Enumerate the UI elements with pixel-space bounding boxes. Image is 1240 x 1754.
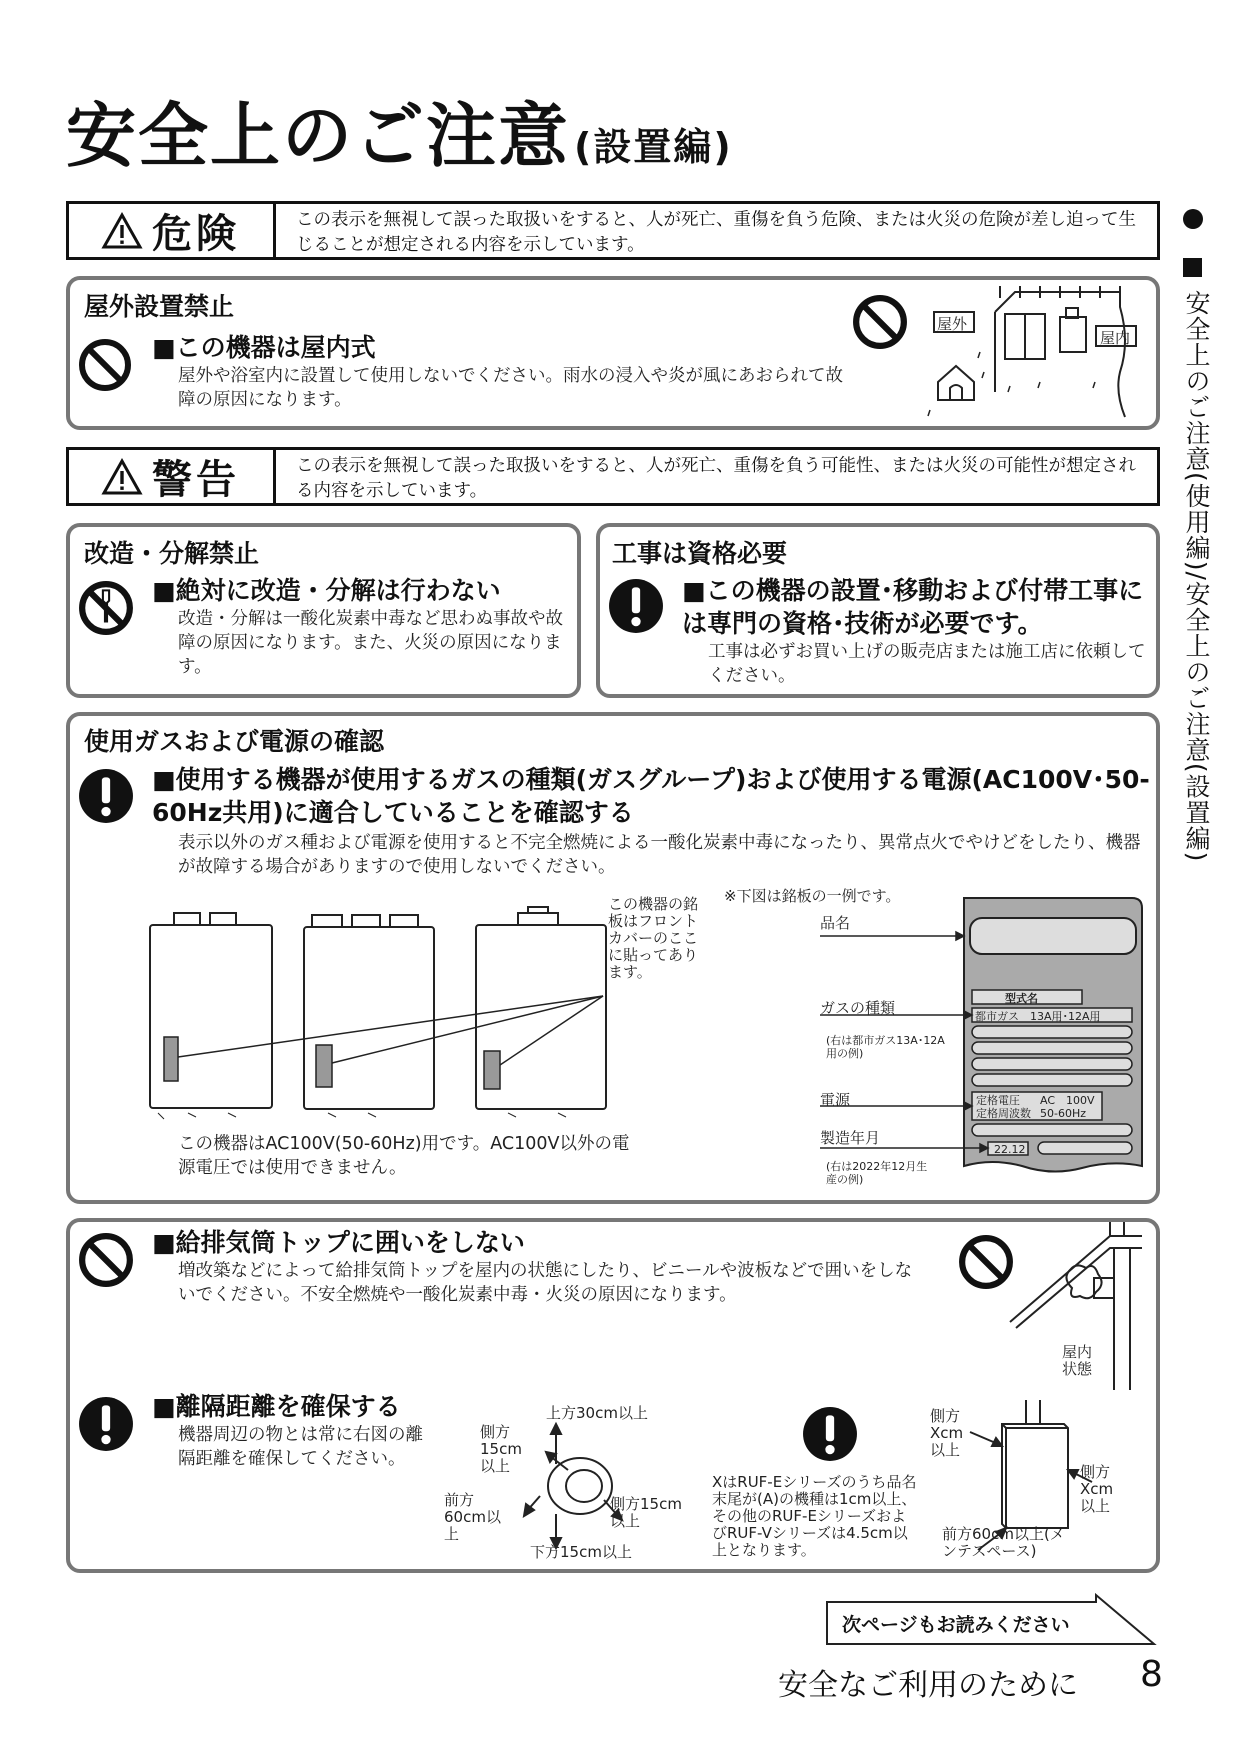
warning-label: 警告 bbox=[152, 457, 240, 503]
clearance-body: 機器周辺の物とは常に右図の離隔距離を確保してください。 bbox=[178, 1425, 423, 1469]
plate-freq-value: 50-60Hz bbox=[1040, 1107, 1087, 1120]
clearance-subheading: ■離隔距離を確保する bbox=[152, 1392, 401, 1421]
clearance-front-maintenance: 前方60cm以上(メンテスペース) bbox=[942, 1525, 1065, 1560]
no-disassembly-icon bbox=[78, 580, 134, 636]
label-gas-type: ガスの種類 bbox=[820, 999, 896, 1017]
clearance-side-x-left: 側方Xcm以上 bbox=[930, 1407, 964, 1459]
clearance-side-left: 側方15cm以上 bbox=[480, 1423, 522, 1475]
plate-example-note: ※下図は銘板の一例です。 bbox=[724, 887, 901, 905]
modification-heading: 改造・分解禁止 bbox=[84, 539, 260, 568]
exhaust-body: 増改築などによって給排気筒トップを屋内の状態にしたり、ビニールや波板などで囲いをしないでください。不安全燃焼や一酸化炭素中毒・火災の原因になります。 bbox=[178, 1261, 913, 1305]
power-note: この機器はAC100V(50-60Hz)用です。AC100V以外の電源電圧では使用できません。 bbox=[178, 1134, 630, 1178]
gas-heading: 使用ガスおよび電源の確認 bbox=[84, 727, 385, 756]
label-product-name: 品名 bbox=[820, 914, 851, 932]
prohibition-icon bbox=[852, 294, 908, 350]
danger-label: 危険 bbox=[152, 211, 240, 257]
label-indoor-state: 屋内状態 bbox=[1062, 1343, 1093, 1378]
next-page-note[interactable]: 次ページもお読みください bbox=[842, 1614, 1070, 1636]
qualification-heading: 工事は資格必要 bbox=[612, 539, 788, 568]
sidebar-bullet-dot bbox=[1183, 209, 1203, 229]
plate-date-field: 22.12 bbox=[994, 1143, 1026, 1156]
warning-triangle-icon bbox=[102, 213, 142, 249]
gas-body: 表示以外のガス種および電源を使用すると不完全燃焼による一酸化炭素中毒になったり、異常点火でやけどをしたり、機器が故障する場合がありますので使用しないでください。 bbox=[178, 833, 1141, 877]
plate-location-note: この機器の銘板はフロントカバーのここに貼ってあります。 bbox=[608, 895, 699, 981]
mandatory-action-icon bbox=[608, 578, 664, 634]
danger-description: この表示を無視して誤った取扱いをすると、人が死亡、重傷を負う危険、または火災の危険が差し迫って生じることが想定される内容を示しています。 bbox=[296, 210, 1136, 255]
prohibition-icon bbox=[78, 338, 132, 392]
sidebar-bullet-square bbox=[1183, 258, 1202, 277]
page-number: 8 bbox=[1140, 1654, 1163, 1695]
outdoor-label-inside: 屋内 bbox=[1100, 329, 1131, 347]
outdoor-house-illustration bbox=[920, 282, 1150, 422]
label-power: 電源 bbox=[820, 1091, 851, 1109]
clearance-side-right: 側方15cm以上 bbox=[610, 1495, 682, 1530]
warning-description: この表示を無視して誤った取扱いをすると、人が死亡、重傷を負う可能性、または火災の可能性が想定される内容を示しています。 bbox=[296, 456, 1136, 501]
mandatory-action-icon bbox=[802, 1406, 858, 1462]
gas-subheading: ■使用する機器が使用するガスの種類(ガスグループ)および使用する電源(AC100V･50-60Hz共用)に適合していることを確認する bbox=[152, 765, 1150, 827]
danger-signal-box bbox=[66, 201, 1160, 260]
modification-subheading: ■絶対に改造・分解は行わない bbox=[152, 576, 501, 605]
outdoor-subheading: ■この機器は屋内式 bbox=[152, 333, 376, 362]
plate-model-field: 型式名 bbox=[1005, 992, 1038, 1005]
plate-power-value: AC 100V bbox=[1040, 1094, 1095, 1107]
warning-signal-box bbox=[66, 447, 1160, 506]
outdoor-body: 屋外や浴室内に設置して使用しないでください。雨水の浸入や炎が風にあおられて故障の原因になります。 bbox=[178, 366, 843, 410]
warning-triangle-icon bbox=[102, 459, 142, 495]
clearance-side-x-right: 側方Xcm以上 bbox=[1080, 1463, 1114, 1515]
outdoor-heading: 屋外設置禁止 bbox=[84, 292, 235, 321]
footer-label: 安全なご利用のために bbox=[778, 1668, 1078, 1703]
page-title: 安全上のご注意 (設置編) bbox=[66, 95, 733, 177]
sidebar-section-index: 安全上のご注意(使用編)/安全上のご注意(設置編) bbox=[1182, 290, 1211, 863]
mandatory-action-icon bbox=[78, 1396, 134, 1452]
mandatory-action-icon bbox=[78, 768, 134, 824]
qualification-subheading: ■この機器の設置･移動および付帯工事には専門の資格･技術が必要です。 bbox=[682, 576, 1144, 638]
modification-body: 改造・分解は一酸化炭素中毒など思わぬ事故や故障の原因になります。また、火災の原因になります。 bbox=[178, 609, 563, 677]
clearance-series-note: XはRUF-Eシリーズのうち品名末尾が(A)の機種は1cm以上、その他のRUF-EシリーズおよびRUF-Vシリーズは4.5cm以上となります。 bbox=[712, 1473, 917, 1559]
warning-signal-word bbox=[69, 450, 276, 503]
label-manufacture-date: 製造年月 bbox=[820, 1129, 881, 1147]
page-title-suffix: (設置編) bbox=[574, 125, 733, 169]
clearance-bottom: 下方15cm以上 bbox=[530, 1543, 632, 1561]
clearance-vent-diagram bbox=[520, 1420, 640, 1550]
danger-signal-word bbox=[69, 204, 276, 257]
label-date-example: (右は2022年12月生産の例) bbox=[826, 1160, 928, 1186]
qualification-body: 工事は必ずお買い上げの販売店または施工店に依頼してください。 bbox=[708, 642, 1146, 686]
plate-gas-field: 都市ガス 13A用･12A用 bbox=[975, 1010, 1101, 1023]
prohibition-icon bbox=[958, 1234, 1014, 1290]
outdoor-label-outside: 屋外 bbox=[937, 315, 968, 333]
prohibition-icon bbox=[78, 1232, 134, 1288]
label-gas-example: (右は都市ガス13A･12A用の例) bbox=[826, 1034, 945, 1060]
exhaust-subheading: ■給排気筒トップに囲いをしない bbox=[152, 1228, 525, 1257]
plate-power-key: 定格電圧 bbox=[976, 1094, 1020, 1107]
clearance-top: 上方30cm以上 bbox=[546, 1404, 648, 1422]
clearance-front: 前方60cm以上 bbox=[444, 1491, 501, 1543]
plate-freq-key: 定格周波数 bbox=[976, 1107, 1031, 1120]
